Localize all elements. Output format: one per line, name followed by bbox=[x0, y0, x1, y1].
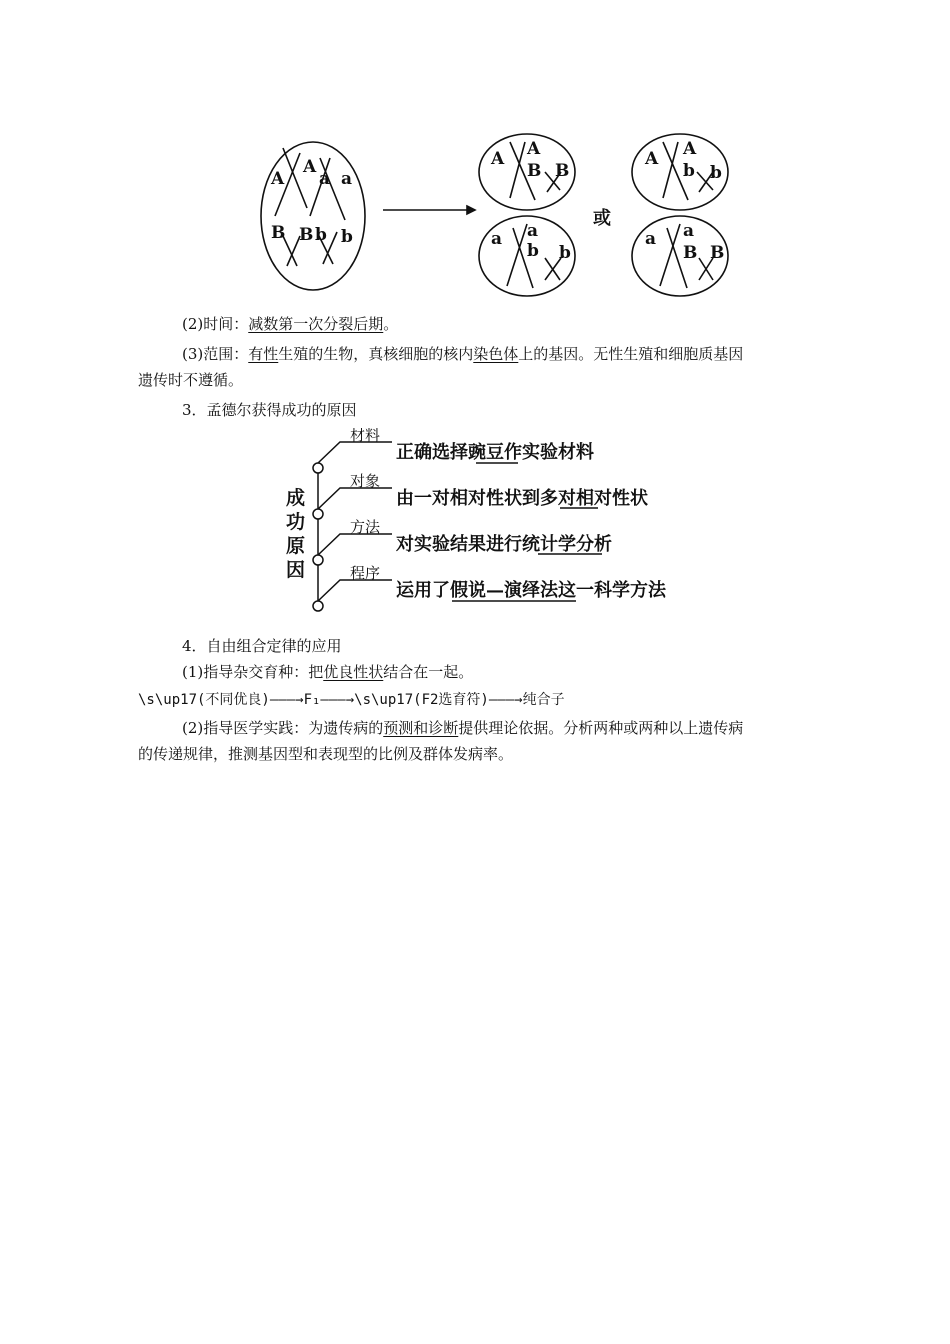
or-label: 或 bbox=[593, 208, 611, 229]
svg-text:a: a bbox=[645, 229, 657, 249]
svg-text:b: b bbox=[559, 243, 571, 263]
success-factors-diagram bbox=[280, 428, 720, 623]
svg-text:A: A bbox=[303, 157, 317, 177]
medical-answer: 预测和诊断 bbox=[383, 719, 459, 737]
scope-line: (3)范围：有性生殖的生物，真核细胞的核内染色体上的基因。无性生殖和细胞质基因 bbox=[182, 345, 744, 363]
medical-line: (2)指导医学实践：为遗传病的预测和诊断提供理论依据。分析两种或两种以上遗传病 bbox=[182, 719, 744, 737]
section3-heading: 3．孟德尔获得成功的原因 bbox=[182, 401, 357, 419]
svg-text:原: 原 bbox=[286, 535, 306, 557]
time-answer: 减数第一次分裂后期 bbox=[248, 315, 384, 333]
svg-text:a: a bbox=[683, 221, 695, 241]
svg-text:方法: 方法 bbox=[350, 518, 381, 536]
breeding-formula: \s\up17(不同优良)———→F₁———→\s\up17(F2选育符)———→纯合子 bbox=[138, 692, 565, 708]
svg-text:b: b bbox=[315, 225, 327, 245]
svg-text:A: A bbox=[271, 169, 285, 189]
svg-text:成: 成 bbox=[286, 487, 306, 509]
svg-text:a: a bbox=[319, 169, 331, 189]
time-line: (2)时间：减数第一次分裂后期。 bbox=[182, 315, 399, 333]
svg-text:a: a bbox=[491, 229, 503, 249]
svg-text:B: B bbox=[683, 243, 698, 263]
medical-line-2: 的传递规律，推测基因型和表现型的比例及群体发病率。 bbox=[138, 745, 514, 763]
breeding-answer: 优良性状 bbox=[323, 663, 384, 681]
svg-text:因: 因 bbox=[286, 559, 306, 581]
svg-text:b: b bbox=[527, 241, 539, 261]
svg-text:b: b bbox=[341, 227, 353, 247]
svg-text:材料: 材料 bbox=[350, 428, 381, 444]
svg-text:B: B bbox=[299, 225, 314, 245]
svg-text:a: a bbox=[527, 221, 539, 241]
svg-text:A: A bbox=[683, 139, 697, 159]
arrow-head bbox=[467, 206, 475, 214]
svg-text:B: B bbox=[555, 161, 570, 181]
breeding-line: (1)指导杂交育种：把优良性状结合在一起。 bbox=[182, 663, 474, 681]
svg-text:b: b bbox=[710, 163, 722, 183]
svg-text:对实验结果进行统计学分析: 对实验结果进行统计学分析 bbox=[396, 534, 612, 555]
section4-heading: 4．自由组合定律的应用 bbox=[182, 637, 342, 655]
svg-text:B: B bbox=[710, 243, 725, 263]
svg-text:A: A bbox=[491, 149, 505, 169]
svg-text:正确选择豌豆作实验材料: 正确选择豌豆作实验材料 bbox=[396, 442, 594, 463]
svg-text:B: B bbox=[271, 223, 286, 243]
svg-text:由一对相对性状到多对相对性状: 由一对相对性状到多对相对性状 bbox=[396, 488, 648, 509]
scope-answer-1: 有性 bbox=[248, 345, 279, 363]
svg-text:A: A bbox=[527, 139, 541, 159]
chromosome-segregation-figure bbox=[255, 128, 755, 308]
svg-text:运用了假说—演绎法这一科学方法: 运用了假说—演绎法这一科学方法 bbox=[396, 580, 666, 601]
svg-text:程序: 程序 bbox=[350, 564, 381, 582]
svg-text:a: a bbox=[341, 169, 353, 189]
svg-text:b: b bbox=[683, 161, 695, 181]
scope-line-2: 遗传时不遵循。 bbox=[138, 371, 244, 389]
svg-text:B: B bbox=[527, 161, 542, 181]
scope-answer-2: 染色体 bbox=[473, 345, 519, 363]
svg-text:功: 功 bbox=[286, 511, 306, 533]
svg-text:对象: 对象 bbox=[350, 472, 381, 490]
svg-text:A: A bbox=[645, 149, 659, 169]
